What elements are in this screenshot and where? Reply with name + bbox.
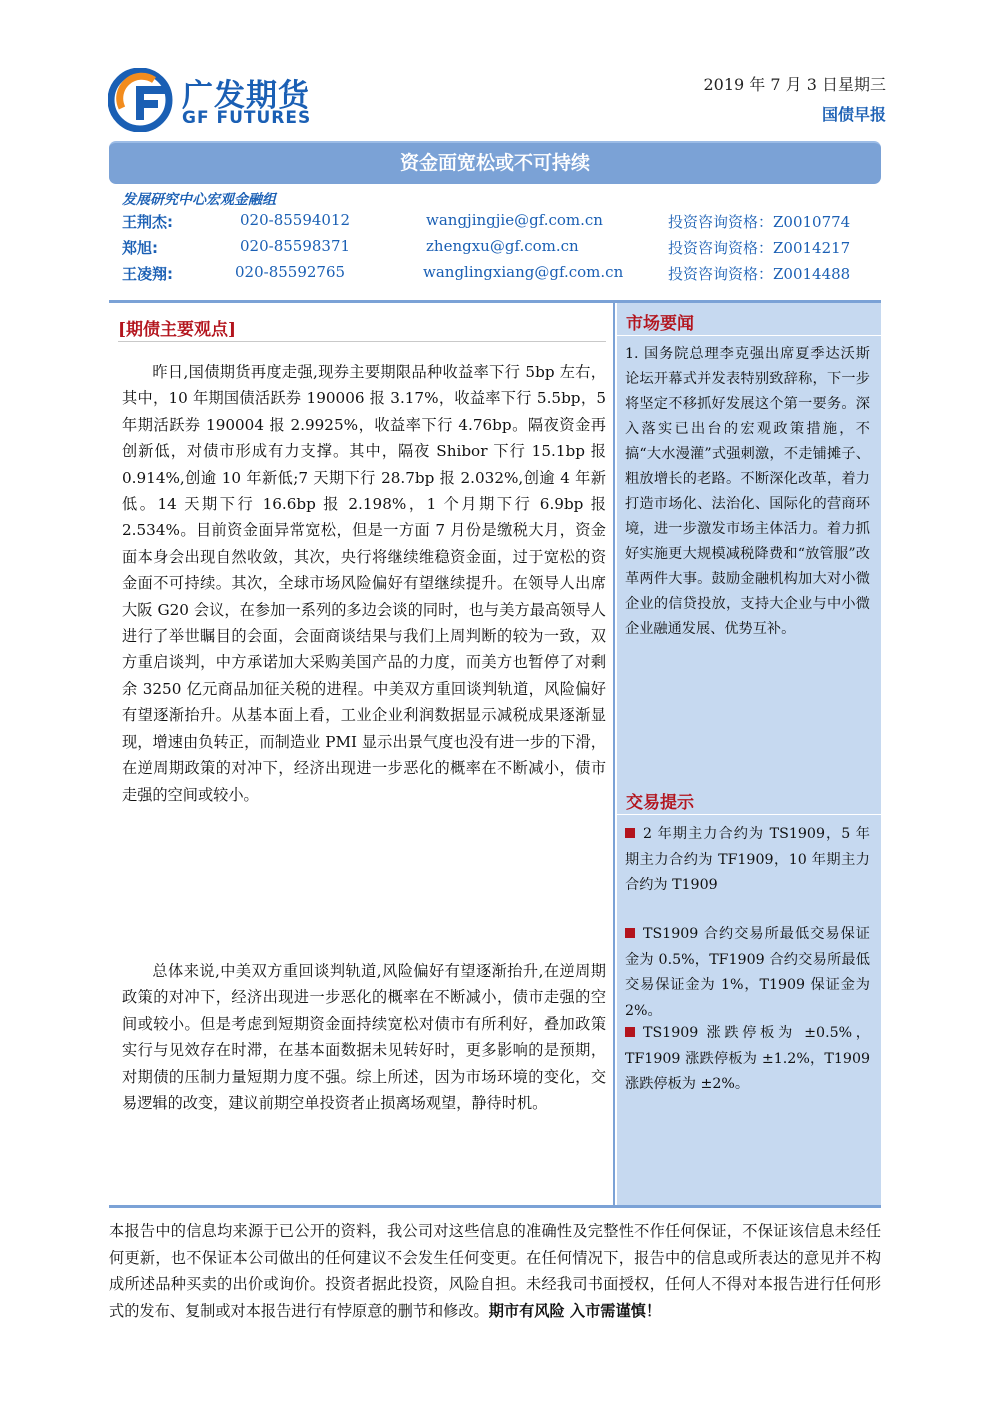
tip-item: [625, 822, 870, 899]
author-qualification: 投资咨询资格：Z0014488: [668, 265, 851, 283]
news-heading: 市场要闻: [626, 314, 694, 334]
author-name: 王凌翔:: [122, 265, 173, 283]
author-name: 王荆杰:: [122, 213, 173, 231]
tip-text: TS1909 合约交易所最低交易保证金为 0.5%，TF1909 合约交易所最低交易保证金为 1%，T1909 保证金为 2%。: [625, 926, 870, 1019]
disclaimer: [109, 1218, 881, 1324]
paragraph-text: 总体来说,中美双方重回谈判轨道,风险偏好有望逐渐抬升,在逆周期政策的对冲下，经济出现进一步恶化的概率在不断减小，债市走强的空间或较小。但是考虑到短期资金面持续宽松对债市有所利好，叠加政策实行与见效存在时滞，在基本面数据未见转好时，更多影响的是预期，对期债的压制力量短期力度不强。综上所述，因为市场环境的变化，交易逻辑的改变，建议前期空单投资者止损离场观望，静待时机。: [122, 962, 606, 1113]
author-row: [122, 237, 882, 259]
report-date: 2019 年 7 月 3 日星期三: [703, 75, 886, 94]
square-bullet-icon: [625, 928, 635, 938]
page-title: 资金面宽松或不可持续: [399, 152, 590, 174]
tip-text: TS1909 涨跌停板为 ±0.5%，TF1909 涨跌停板为 ±1.2%，T1909 涨跌停板为 ±2%。: [625, 1025, 870, 1093]
company-logo: [108, 68, 368, 132]
title-bar: [109, 141, 881, 184]
department: 发展研究中心宏观金融组: [122, 192, 276, 208]
divider: [109, 1205, 881, 1208]
author-name: 郑旭:: [122, 239, 158, 257]
author-email[interactable]: wangjingjie@gf.com.cn: [426, 211, 603, 229]
author-phone: 020-85594012: [240, 211, 351, 229]
disclaimer-text: 本报告中的信息均来源于已公开的资料，我公司对这些信息的准确性及完整性不作任何保证，不保证该信息未经任何更新，也不保证本公司做出的任何建议不会发生任何变更。在任何情况下，报告中的信息或所表达的意见并不构成所述品种买卖的出价或询价。投资者据此投资，风险自担。未经我司书面授权，任何人不得对本报告进行任何形式的发布、复制或对本报告进行有悖原意的删节和修改。: [109, 1222, 881, 1320]
author-qualification: 投资咨询资格：Z0014217: [668, 239, 851, 257]
logo-cn-text: 广发期货: [182, 78, 310, 114]
square-bullet-icon: [625, 1027, 635, 1037]
author-email[interactable]: wanglingxiang@gf.com.cn: [423, 263, 624, 281]
report-type: 国债早报: [821, 105, 886, 124]
main-heading: [期债主要观点]: [118, 320, 237, 340]
main-paragraph-1: [122, 359, 606, 808]
author-email[interactable]: zhengxu@gf.com.cn: [426, 237, 579, 255]
tips-heading: 交易提示: [626, 793, 694, 813]
news-text: 1. 国务院总理李克强出席夏季达沃斯论坛开幕式并发表特别致辞称，下一步将坚定不移抓好发展这个第一要务。深入落实已出台的宏观政策措施，不搞“大水漫灌”式强刺激，不走铺摊子、粗放增长的老路。不断深化改革，着力打造市场化、法治化、国际化的营商环境，进一步激发市场主体活力。着力抓好实施更大规模减税降费和“放管服”改革两件大事。鼓励金融机构加大对小微企业的信贷投放，支持大企业与中小微企业融通发展、优势互补。: [625, 346, 870, 637]
divider: [617, 335, 881, 336]
risk-warning: 期市有风险 入市需谨慎！: [488, 1301, 662, 1320]
author-phone: 020-85598371: [240, 237, 351, 255]
main-paragraph-2: [122, 958, 606, 1116]
logo-en-text: GF FUTURES: [182, 108, 312, 128]
gf-logo-icon: [108, 68, 174, 132]
author-phone: 020-85592765: [235, 263, 346, 281]
square-bullet-icon: [625, 828, 635, 838]
author-qualification: 投资咨询资格：Z0010774: [668, 213, 851, 231]
tip-item: [625, 922, 870, 1024]
divider: [118, 341, 606, 342]
author-row: [122, 263, 882, 285]
author-row: [122, 211, 882, 233]
paragraph-text: 昨日,国债期货再度走强,现券主要期限品种收益率下行 5bp 左右，其中，10 年期国债活跃券 190006 报 3.17%，收益率下行 5.5bp，5 年期活跃券 190004 报 2.9925%，收益率下行 4.76bp。隔夜资金再创新低，对债市形成有力支撑。其中，隔夜 Shibor 下行 15.1bp 报 0.914%,创逾 10 年新低;7 天期下行 28.7bp 报 2.032%,创逾 4 年新低。14 天期下行 16.6bp 报 2.198%，1 个月期下行 6.9bp 报 2.534%。目前资金面异常宽松，但是一方面 7 月份是缴税大月，资金面本身会出现自然收敛，其次，央行将继续维稳资金面，过于宽松的资金面不可持续。其次，全球市场风险偏好有望继续提升。在领导人出席大阪 G20 会议，在参加一系列的多边会谈的同时，也与美方最高领导人进行了举世瞩目的会面，会面商谈结果与我们上周判断的较为一致，双方重启谈判，中方承诺加大采购美国产品的力度，而美方也暂停了对剩余 3250 亿元商品加征关税的进程。中美双方重回谈判轨道，风险偏好有望逐渐抬升。从基本面上看，工业企业利润数据显示减税成果逐渐显现，增速由负转正，而制造业 PMI 显示出景气度也没有进一步的下滑，在逆周期政策的对冲下，经济出现进一步恶化的概率在不断减小，债市走强的空间或较小。: [122, 363, 606, 804]
tip-text: 2 年期主力合约为 TS1909，5 年期主力合约为 TF1909，10 年期主力合约为 T1909: [625, 826, 870, 894]
divider: [617, 814, 881, 815]
tip-item: [625, 1021, 870, 1098]
